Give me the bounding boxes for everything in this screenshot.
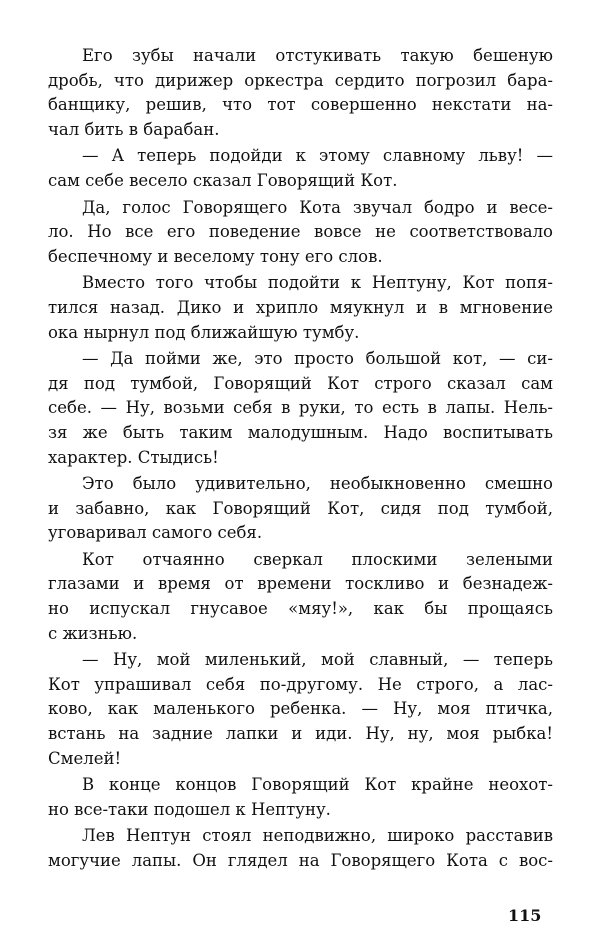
text-line: — Ну, мой миленький, мой славный, — теперь — [82, 650, 553, 670]
text-line: — А теперь подойди к этому славному льву! — — [82, 146, 553, 166]
text-line: характер. Стыдись! — [48, 447, 219, 467]
paragraph — [48, 196, 553, 270]
paragraph — [48, 773, 553, 822]
text-line: могучие лапы. Он глядел на Говорящего Кота с вос- — [48, 851, 553, 870]
paragraph — [48, 548, 553, 646]
body-text — [48, 44, 553, 876]
paragraph — [48, 824, 553, 873]
text-line: сам себе весело сказал Говорящий Кот. — [48, 170, 398, 190]
text-line: зя же быть таким малодушным. Надо воспитывать — [48, 422, 553, 442]
text-line: дробь, что дирижер оркестра сердито погрозил бара- — [48, 70, 553, 90]
text-line: уговаривал самого себя. — [48, 523, 263, 543]
text-line: В конце концов Говорящий Кот крайне неохот- — [82, 775, 553, 795]
text-line: но все-таки подошел к Нептуну. — [48, 799, 331, 819]
text-line: Его зубы начали отстукивать такую бешеную — [82, 46, 553, 65]
text-line: Лев Нептун стоял неподвижно, широко расставив — [82, 826, 553, 846]
text-line: ло. Но все его поведение вовсе не соответствовало — [48, 222, 553, 242]
text-line: ока нырнул под ближайшую тумбу. — [48, 322, 360, 342]
text-line: Смелей! — [48, 748, 122, 768]
text-line: Вместо того чтобы подойти к Нептуну, Кот попя- — [82, 273, 553, 293]
paragraph — [48, 144, 553, 193]
paragraph — [48, 472, 553, 546]
paragraph — [48, 271, 553, 345]
text-line: Кот отчаянно сверкал плоскими зелеными — [82, 549, 553, 569]
text-line: — Да пойми же, это просто большой кот, — си- — [82, 349, 553, 369]
paragraph — [48, 347, 553, 470]
text-line: беспечному и веселому тону его слов. — [48, 246, 383, 266]
text-line: ково, как маленького ребенка. — Ну, моя птичка, — [48, 699, 553, 719]
text-line: глазами и время от времени тоскливо и безнадеж- — [48, 574, 553, 594]
text-line: с жизнью. — [48, 623, 138, 643]
paragraph — [48, 44, 553, 142]
text-line: чал бить в барабан. — [48, 119, 220, 139]
text-line: себе. — Ну, возьми себя в руки, то есть в лапы. Нель- — [48, 398, 553, 418]
text-line: но испускал гнусавое «мяу!», как бы прощаясь — [48, 599, 553, 619]
text-line: дя под тумбой, Говорящий Кот строго сказал сам — [48, 373, 553, 393]
paragraph — [48, 648, 553, 771]
text-line: и забавно, как Говорящий Кот, сидя под тумбой, — [48, 498, 553, 518]
page-number: 115 — [508, 906, 542, 925]
text-line: банщику, решив, что тот совершенно некстати на- — [48, 95, 553, 115]
text-line: встань на задние лапки и иди. Ну, ну, моя рыбка! — [48, 724, 553, 744]
text-line: тился назад. Дико и хрипло мяукнул и в мгновение — [48, 297, 553, 317]
text-line: Кот упрашивал себя по-другому. Не строго, а лас- — [48, 674, 553, 694]
text-line: Это было удивительно, необыкновенно смешно — [82, 474, 553, 494]
text-line: Да, голос Говорящего Кота звучал бодро и весе- — [82, 197, 553, 217]
